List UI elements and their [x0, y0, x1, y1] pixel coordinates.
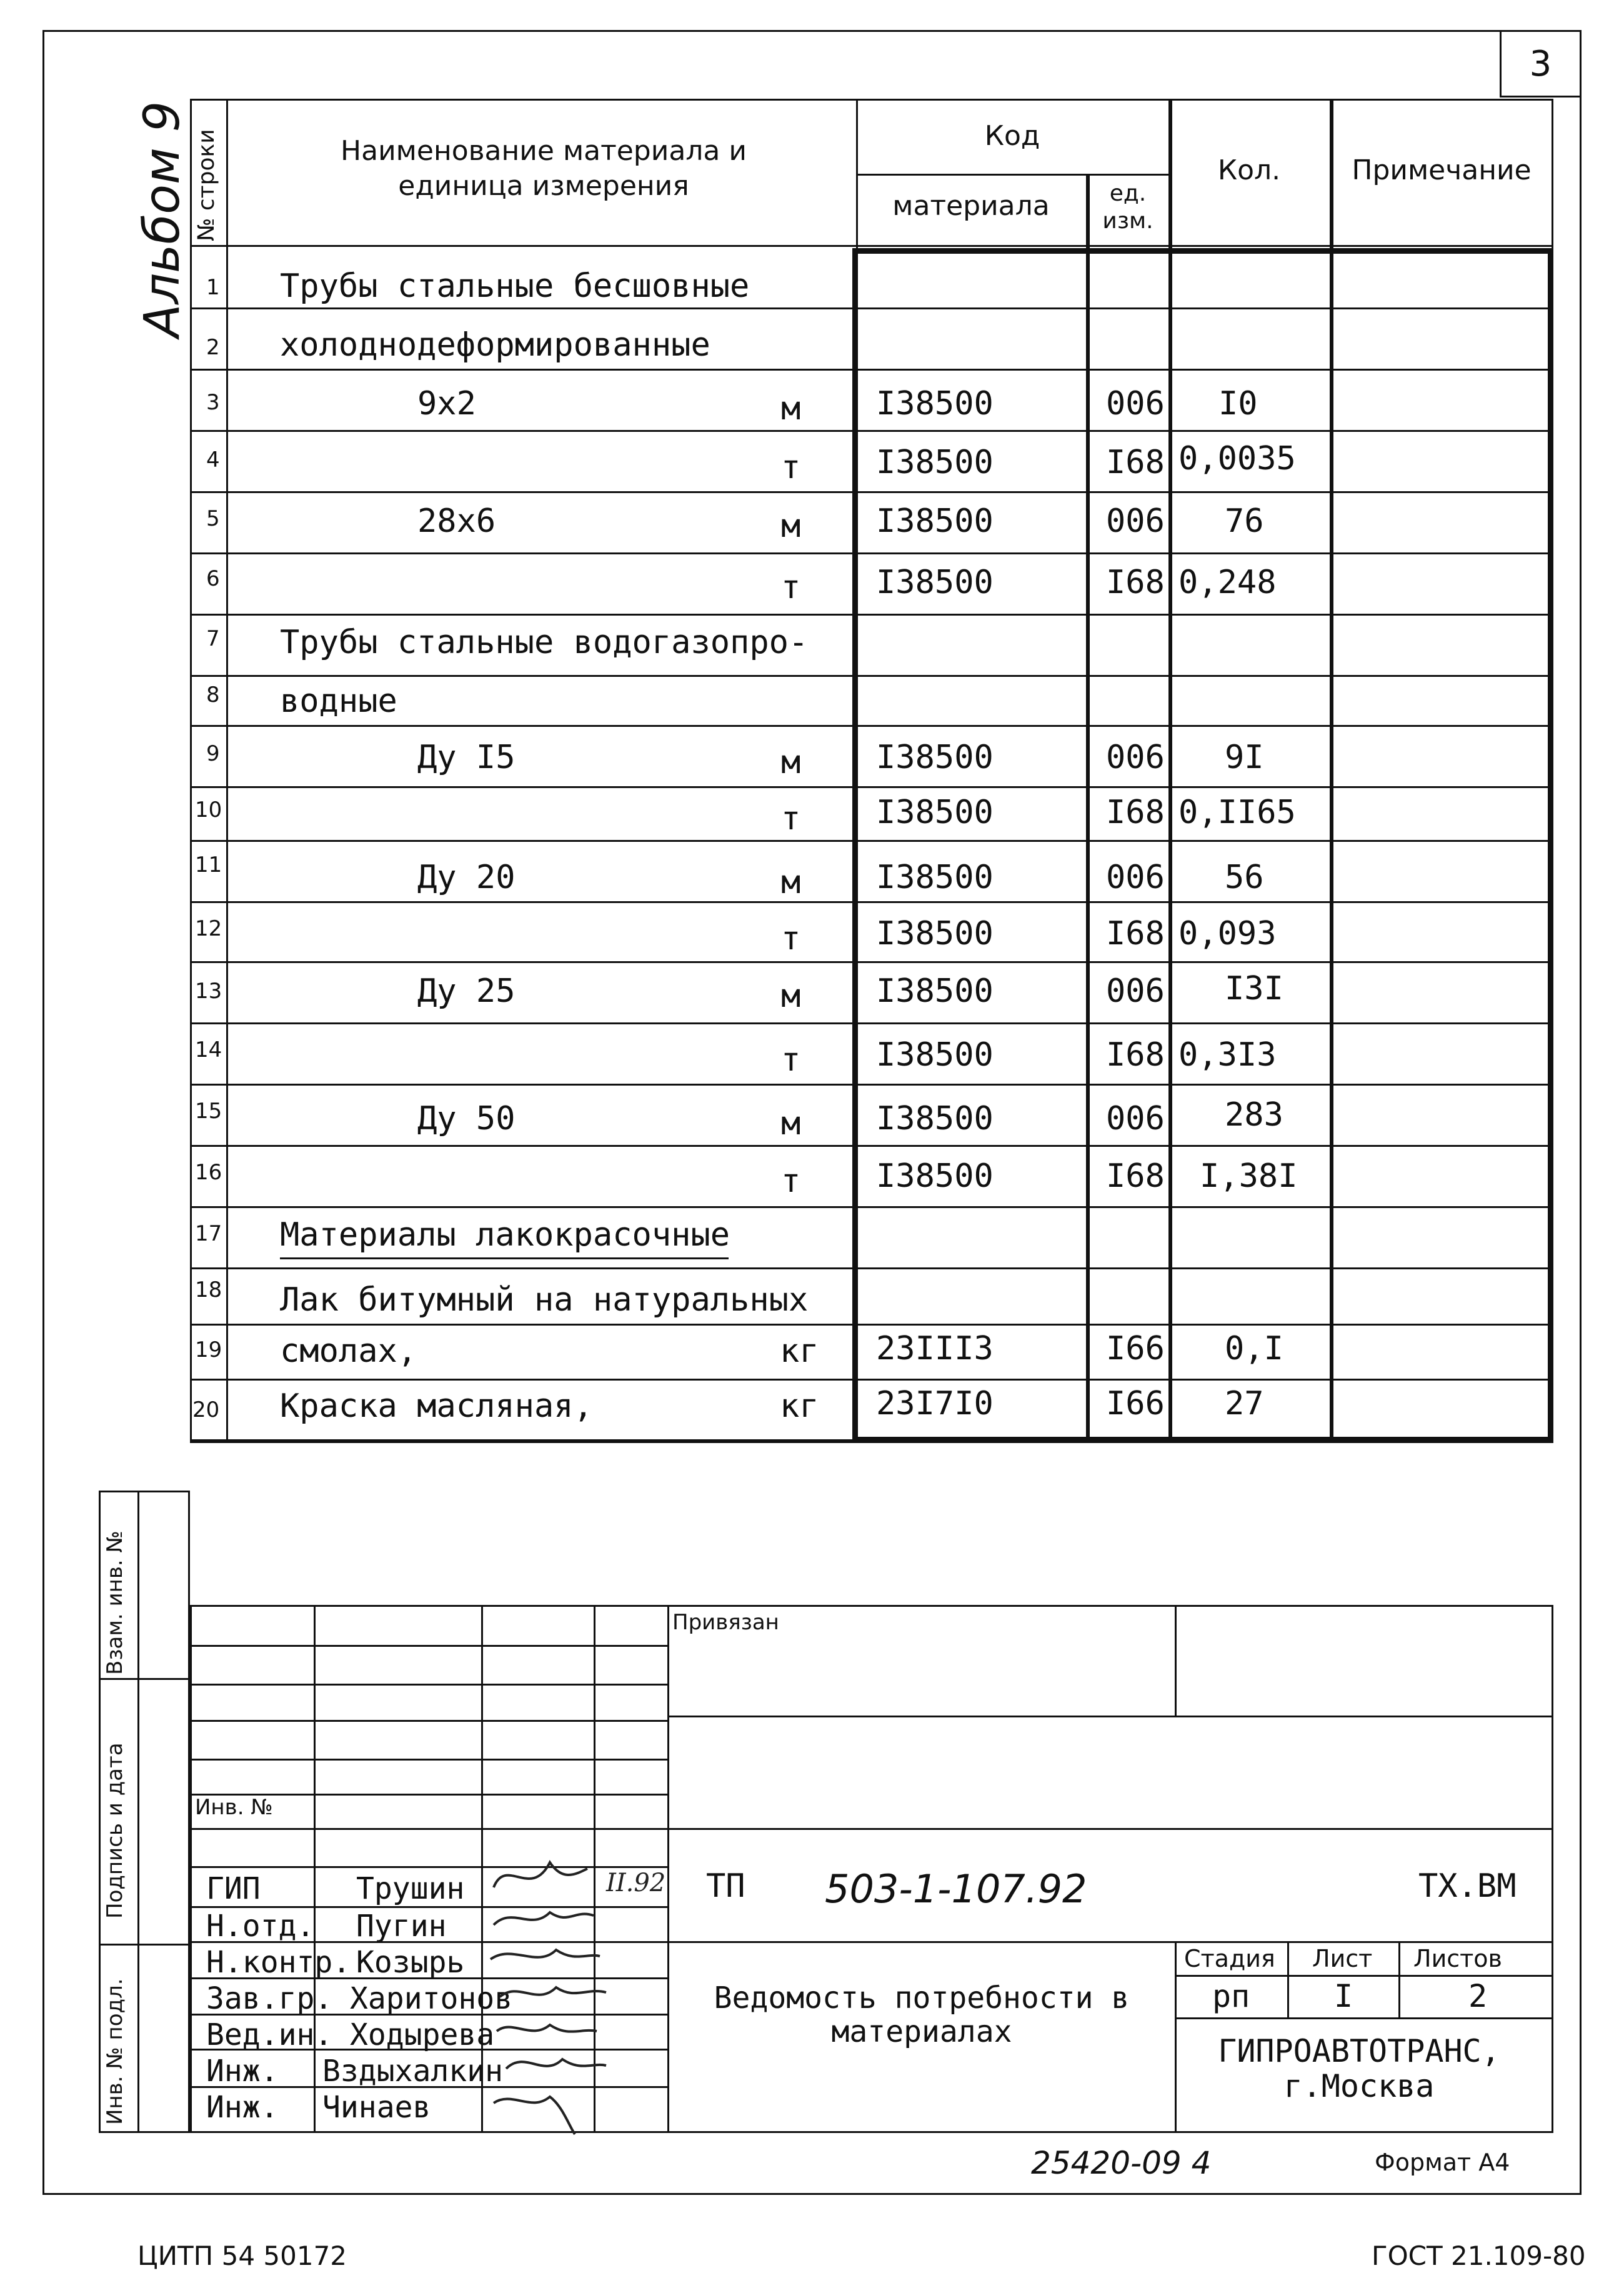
footer-right: ГОСТ 21.109-80: [1372, 2241, 1586, 2271]
quantity: 9I: [1225, 739, 1264, 776]
header-qty: Кол.: [1217, 154, 1281, 186]
row-number: 14: [195, 1037, 222, 1062]
stage-label: Стадия: [1184, 1945, 1275, 1972]
row-number: 1: [206, 275, 220, 300]
unit-code: 006: [1106, 739, 1165, 776]
material-unit: м: [781, 744, 801, 781]
header-note: Примечание: [1352, 154, 1532, 186]
material-code: 23I7I0: [876, 1385, 994, 1422]
footer-left: ЦИТП 54 50172: [137, 2241, 347, 2271]
row-number: 11: [195, 852, 222, 877]
signature-gip: [494, 1862, 587, 1887]
material-code: I38500: [876, 1157, 994, 1195]
unit-code: I68: [1106, 794, 1165, 831]
row-number: 2: [206, 335, 220, 360]
person-role: Н.отд.: [206, 1909, 315, 1944]
row-number: 10: [195, 797, 222, 822]
material-unit: м: [781, 1105, 801, 1142]
material-unit: м: [781, 507, 801, 545]
header-row-no: № строки: [194, 129, 219, 241]
quantity: 76: [1225, 502, 1264, 540]
section-underline: [280, 1257, 729, 1259]
material-name: холоднодеформированные: [280, 326, 710, 364]
header-name: Наименование материала и единица измерения: [341, 135, 747, 202]
material-name: Трубы стальные водогазопро-: [280, 624, 809, 661]
quantity: 283: [1225, 1096, 1283, 1134]
material-code: I38500: [876, 564, 994, 601]
row-number: 17: [195, 1221, 222, 1246]
quantity: 56: [1225, 859, 1264, 896]
quantity: 0,093: [1178, 915, 1277, 952]
unit-code: I68: [1106, 1036, 1165, 1074]
material-name: 9х2: [417, 385, 476, 422]
unit-code: 006: [1106, 859, 1165, 896]
inv-no-label: Инв. №: [195, 1795, 273, 1820]
unit-code: 006: [1106, 1100, 1165, 1137]
signature-nkontr: [491, 1950, 600, 1959]
format-label: Формат А4: [1375, 2149, 1510, 2176]
person-name: Трушин: [356, 1871, 465, 1906]
row-number: 20: [192, 1397, 220, 1422]
person-name: Пугин: [356, 1909, 447, 1944]
person-role: Инж.: [206, 2090, 279, 2125]
material-code: I38500: [876, 1036, 994, 1074]
material-name: 28х6: [417, 502, 496, 540]
row-number: 7: [206, 626, 220, 651]
privyazan-label: Привязан: [672, 1610, 779, 1635]
person-name: Харитонов: [350, 1981, 513, 2016]
unit-code: I66: [1106, 1330, 1165, 1367]
quantity: I0: [1218, 385, 1258, 422]
signature-vedin: [497, 2025, 597, 2032]
material-code: I38500: [876, 972, 994, 1010]
section-title: Материалы лакокрасочные: [280, 1216, 730, 1254]
organization: ГИПРОАВТОТРАНС, г.Москва: [1218, 2033, 1500, 2104]
material-name: водные: [280, 682, 397, 720]
quantity: I3I: [1225, 970, 1283, 1007]
document-mark: ТХ.ВМ: [1418, 1867, 1517, 1905]
signature-notd: [494, 1912, 594, 1925]
material-name: смолах,: [280, 1332, 417, 1370]
material-code: I38500: [876, 739, 994, 776]
person-name: Чинаев: [322, 2090, 431, 2125]
row-number: 8: [206, 682, 220, 707]
material-unit: кг: [780, 1332, 819, 1370]
material-name: Краска масляная,: [280, 1387, 593, 1425]
material-code: I38500: [876, 385, 994, 422]
quantity: 27: [1225, 1385, 1264, 1422]
material-unit: т: [781, 800, 801, 837]
material-code: I38500: [876, 915, 994, 952]
album-label: Альбом 9: [134, 101, 191, 337]
material-unit: т: [781, 920, 801, 957]
side-label-vzam: Взам. инв. №: [102, 1531, 127, 1675]
person-name: Ходырева: [350, 2017, 495, 2052]
row-number: 18: [195, 1277, 222, 1302]
person-role: ГИП: [206, 1871, 261, 1906]
material-code: 23III3: [876, 1330, 994, 1367]
page-number: 3: [1529, 44, 1552, 84]
row-number: 15: [195, 1099, 222, 1124]
material-unit: м: [781, 864, 801, 901]
row-number: 3: [206, 390, 220, 415]
material-name: Лак битумный на натуральных: [280, 1281, 809, 1319]
person-role: Н.контр.: [206, 1945, 351, 1980]
sheet-value: I: [1334, 1978, 1353, 2014]
quantity: 0,I: [1225, 1330, 1283, 1367]
row-number: 5: [206, 506, 220, 531]
quantity: I,38I: [1200, 1157, 1298, 1195]
material-name: Ду 25: [417, 972, 516, 1010]
person-role: Зав.гр.: [206, 1981, 333, 2016]
row-number: 19: [195, 1337, 222, 1362]
material-code: I38500: [876, 444, 994, 481]
header-code: Код: [984, 120, 1040, 152]
signature-inzh2: [494, 2097, 575, 2134]
row-number: 13: [195, 979, 222, 1004]
person-role: Инж.: [206, 2054, 279, 2089]
material-name: Трубы стальные бесшовные: [280, 267, 750, 305]
material-unit: т: [781, 569, 801, 606]
unit-code: I68: [1106, 444, 1165, 481]
material-unit: т: [781, 449, 801, 486]
stage-value: рп: [1212, 1978, 1250, 2014]
row-number: 4: [206, 447, 220, 472]
unit-code: I66: [1106, 1385, 1165, 1422]
material-code: I38500: [876, 859, 994, 896]
signature-inzh1: [506, 2059, 606, 2069]
side-label-podpis: Подпись и дата: [102, 1742, 127, 1919]
row-number: 16: [195, 1160, 222, 1185]
material-code: I38500: [876, 502, 994, 540]
unit-code: 006: [1106, 972, 1165, 1010]
person-name: Козырь: [356, 1945, 465, 1980]
unit-code: I68: [1106, 915, 1165, 952]
unit-code: 006: [1106, 385, 1165, 422]
side-label-inv-podl: Инв. № подл.: [102, 1978, 127, 2125]
code-section-border: [852, 248, 1553, 1442]
material-name: Ду 50: [417, 1100, 516, 1137]
person-name: Вздыхалкин: [322, 2054, 503, 2089]
sheets-value: 2: [1468, 1978, 1488, 2014]
header-code-material: материала: [892, 190, 1050, 222]
unit-code: 006: [1106, 502, 1165, 540]
material-unit: кг: [780, 1387, 819, 1425]
material-unit: м: [781, 390, 801, 427]
person-role: Вед.ин.: [206, 2017, 333, 2052]
unit-code: I68: [1106, 564, 1165, 601]
row-number: 12: [195, 916, 222, 941]
tp-label: ТП: [706, 1867, 745, 1905]
row-number: 6: [206, 566, 220, 591]
material-code: I38500: [876, 1100, 994, 1137]
material-code: I38500: [876, 794, 994, 831]
quantity: 0,248: [1178, 564, 1277, 601]
document-title: Ведомость потребности в материалах: [714, 1981, 1130, 2049]
document-code: 503-1-107.92: [825, 1866, 1087, 1912]
sheet-label: Лист: [1312, 1945, 1373, 1972]
quantity: 0,II65: [1178, 794, 1296, 831]
quantity: 0,3I3: [1178, 1036, 1277, 1074]
material-name: Ду 20: [417, 859, 516, 896]
order-number: 25420-09 4: [1031, 2145, 1212, 2181]
stamp-date: II.92: [606, 1869, 666, 1897]
signature-zavgr: [500, 1987, 606, 1997]
sheets-label: Листов: [1413, 1945, 1502, 1972]
material-unit: т: [781, 1162, 801, 1200]
material-unit: т: [781, 1041, 801, 1079]
header-code-unit: ед. изм.: [1102, 181, 1153, 234]
material-unit: м: [781, 977, 801, 1015]
row-number: 9: [206, 741, 220, 766]
material-name: Ду I5: [417, 739, 516, 776]
quantity: 0,0035: [1178, 440, 1296, 477]
unit-code: I68: [1106, 1157, 1165, 1195]
